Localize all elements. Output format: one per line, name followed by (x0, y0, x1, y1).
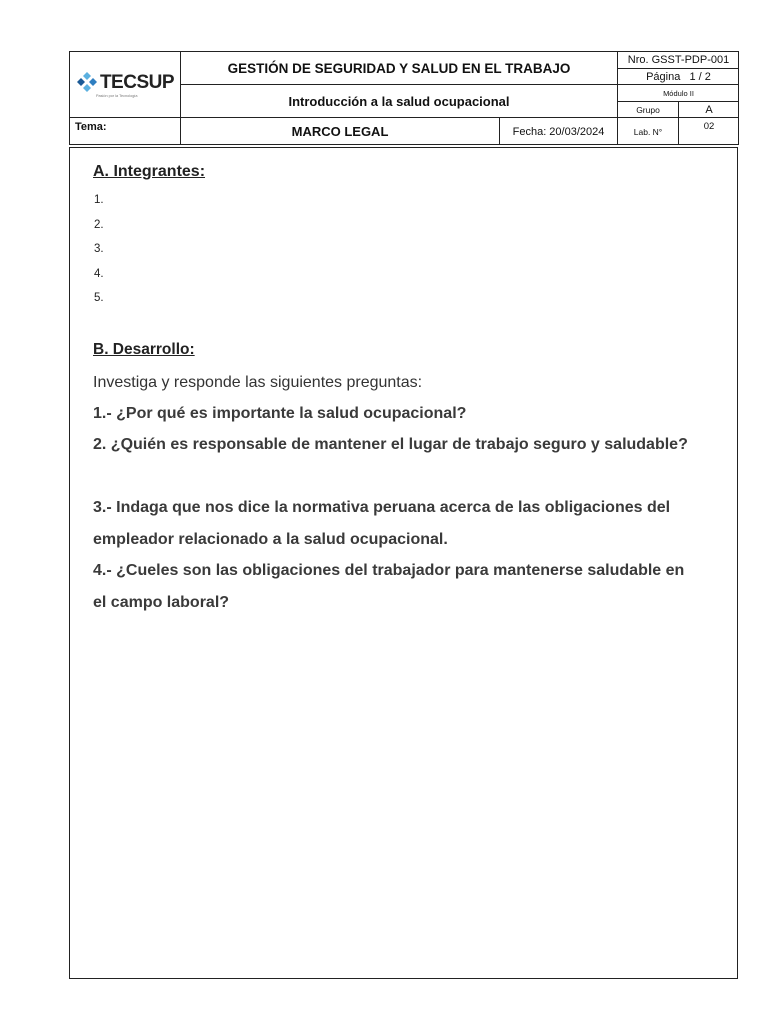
tecsup-logo (76, 71, 174, 93)
group-label: Grupo (618, 102, 679, 118)
question-1: 1.- ¿Por qué es importante la salud ocupacional? (93, 405, 467, 422)
logo-mark-icon (76, 71, 98, 93)
group-value: A (679, 102, 739, 118)
member-item: 1. (94, 194, 104, 206)
member-item: 5. (94, 292, 104, 305)
lab-subtitle: Introducción a la salud ocupacional (181, 85, 618, 118)
document-header (69, 51, 739, 145)
members-list (94, 192, 104, 315)
member-item: 2. (94, 218, 104, 231)
question-4: 4.- ¿Cueles son las obligaciones del trabajador para mantenerse saludable en el campo laboral? (93, 562, 685, 611)
member-item: 4. (94, 267, 104, 280)
question-2: 2. ¿Quién es responsable de mantener el lugar de trabajo seguro y saludable? (93, 436, 688, 453)
topic-value: MARCO LEGAL (181, 118, 500, 145)
page-number: Página 1 / 2 (618, 69, 739, 85)
instructions-text: Investiga y responde las siguientes preguntas: (93, 374, 423, 391)
member-item: 3. (94, 243, 104, 256)
document-body (69, 147, 738, 979)
date-field: Fecha: 20/03/2024 (500, 118, 618, 145)
members-heading: A. Integrantes: (93, 163, 206, 180)
lab-number-label: Lab. N° (618, 118, 679, 145)
document-number: Nro. GSST-PDP-001 (618, 52, 739, 69)
logo-cell (70, 52, 181, 118)
logo-wordmark: TECSUP (99, 71, 175, 93)
development-heading: B. Desarrollo: (93, 341, 195, 358)
course-title: GESTIÓN DE SEGURIDAD Y SALUD EN EL TRABAJO (181, 52, 618, 85)
question-3: 3.- Indaga que nos dice la normativa peruana acerca de las obligaciones del empleador relacionado a la salud ocupacional. (93, 499, 671, 548)
logo-tagline: Pasión por la Tecnología (95, 94, 138, 98)
topic-label: Tema: (70, 118, 181, 145)
lab-number-value: 02 (703, 121, 715, 132)
module-label: Módulo II (618, 85, 739, 102)
